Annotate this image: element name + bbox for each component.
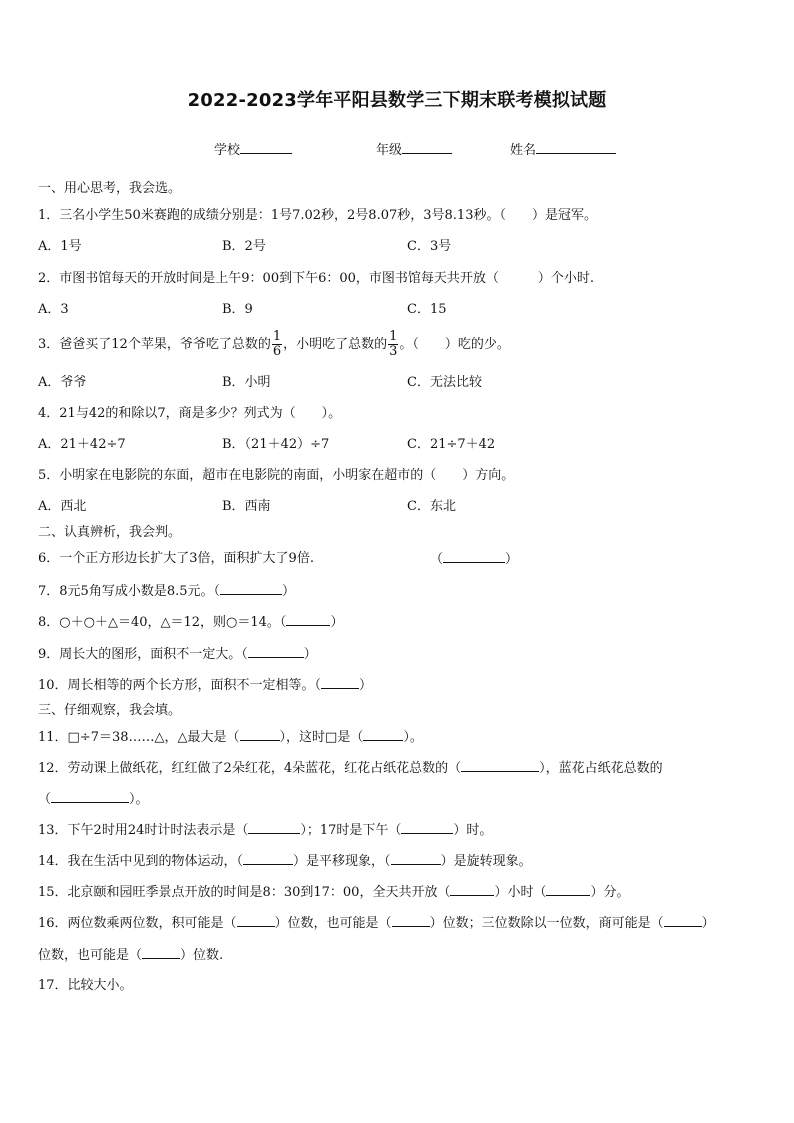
answer-blank[interactable] (243, 852, 293, 865)
q4-option-c[interactable]: C．21÷7＋42 (407, 437, 496, 452)
answer-blank[interactable] (450, 883, 494, 896)
q1-option-b[interactable]: B．2号 (222, 239, 266, 254)
answer-blank[interactable] (220, 582, 282, 595)
question-5: 5．小明家在电影院的东面，超市在电影院的南面，小明家在超市的（ ）方向。 (38, 468, 515, 483)
name-label: 姓名 (510, 143, 537, 158)
answer-blank[interactable] (248, 645, 304, 658)
question-16: 16．两位数乘两位数，积可能是（ ）位数，也可能是（ ）位数；三位数除以一位数，商可能是（ ） (38, 916, 715, 931)
question-17: 17．比较大小。 (38, 978, 133, 993)
answer-blank[interactable] (461, 759, 539, 772)
grade-blank[interactable] (402, 140, 452, 154)
school-label: 学校 (214, 143, 241, 158)
school-blank[interactable] (240, 140, 292, 154)
section-heading: 三、仔细观察，我会填。 (38, 703, 182, 718)
grade-label: 年级 (376, 143, 403, 158)
q2-option-c[interactable]: C．15 (407, 302, 447, 317)
answer-blank[interactable] (392, 914, 430, 927)
q5-option-b[interactable]: B．西南 (222, 499, 271, 514)
q5-option-a[interactable]: A．西北 (38, 499, 87, 514)
answer-blank[interactable] (248, 821, 300, 834)
q3-option-c[interactable]: C．无法比较 (407, 375, 482, 390)
q3-option-a[interactable]: A．爷爷 (38, 375, 87, 390)
name-field[interactable] (510, 139, 616, 158)
page-title: 2022-2023学年平阳县数学三下期末联考模拟试题 (187, 90, 607, 111)
q1-option-a[interactable]: A．1号 (38, 239, 82, 254)
question-6: 6．一个正方形边长扩大了3倍，面积扩大了9倍. (38, 551, 314, 566)
question-12: 12．劳动课上做纸花，红红做了2朵红花，4朵蓝花，红花占纸花总数的（ ），蓝花占纸花总数的 (38, 761, 663, 776)
question-14: 14．我在生活中见到的物体运动，（ ）是平移现象，（ ）是旋转现象。 (38, 854, 532, 869)
school-field[interactable] (214, 139, 292, 158)
grade-field[interactable] (376, 139, 452, 158)
answer-blank[interactable] (546, 883, 590, 896)
answer-blank[interactable] (363, 728, 403, 741)
answer-blank[interactable] (142, 946, 180, 959)
fraction-one-sixth: $\frac{1}{6}$ (272, 329, 282, 359)
answer-blank[interactable] (391, 852, 441, 865)
answer-blank[interactable] (321, 676, 359, 689)
fraction-one-third: $\frac{1}{3}$ (389, 329, 398, 359)
q1-option-c[interactable]: C．3号 (407, 239, 452, 254)
q4-option-a[interactable]: A．21＋42÷7 (38, 437, 126, 452)
section-heading: 一、用心思考，我会选。 (38, 181, 182, 196)
question-13: 13．下午2时用24时计时法表示是（ ）；17时是下午（ ）时。 (38, 823, 493, 838)
question-1: 1．三名小学生50米赛跑的成绩分别是：1号7.02秒，2号8.07秒，3号8.13秒。（ ）是冠军。 (38, 208, 597, 223)
q2-option-a[interactable]: A．3 (38, 302, 69, 317)
answer-blank[interactable] (51, 790, 129, 803)
section-heading: 二、认真辨析，我会判。 (38, 525, 182, 540)
answer-blank[interactable] (401, 821, 453, 834)
q5-option-c[interactable]: C．东北 (407, 499, 456, 514)
question-15: 15．北京颐和园旺季景点开放的时间是8：30到17：00，全天共开放（ ）小时（ ）分。 (38, 885, 630, 900)
question-10: 10．周长相等的两个长方形，面积不一定相等。（ ） (38, 678, 373, 693)
q2-option-b[interactable]: B．9 (222, 302, 253, 317)
q3-option-b[interactable]: B．小明 (222, 375, 271, 390)
question-9: 9．周长大的图形，面积不一定大。（ ） (38, 647, 317, 662)
question-4: 4．21与42的和除以7，商是多少？列式为（ ）。 (38, 406, 342, 421)
q6-answer[interactable]: （ ） (430, 552, 519, 567)
question-12-cont: （ ）。 (38, 792, 149, 807)
answer-blank[interactable] (286, 613, 330, 626)
answer-blank[interactable] (237, 914, 275, 927)
question-2: 2．市图书馆每天的开放时间是上午9：00到下午6：00，市图书馆每天共开放（ ）个小时. (38, 271, 595, 286)
answer-blank[interactable] (664, 914, 702, 927)
question-3: 3．爸爸买了12个苹果，爷爷吃了总数的 $\frac{1}{6}$ ，小明吃了总数的 $\frac{1}{3}$ 。（ ）吃的少。 (38, 329, 510, 359)
answer-blank[interactable] (443, 550, 505, 563)
name-blank[interactable] (536, 140, 616, 154)
question-16-cont: 位数，也可能是（ ）位数. (38, 948, 224, 963)
question-8: 8．○＋○＋△＝40，△＝12，则○＝14。（ ） (38, 615, 344, 630)
question-11: 11．□÷7＝38……△，△最大是（ ），这时□是（ ）。 (38, 730, 423, 745)
question-7: 7．8元5角写成小数是8.5元。（ ） (38, 584, 296, 599)
answer-blank[interactable] (240, 728, 280, 741)
q4-option-b[interactable]: B．（21＋42）÷7 (222, 437, 330, 452)
